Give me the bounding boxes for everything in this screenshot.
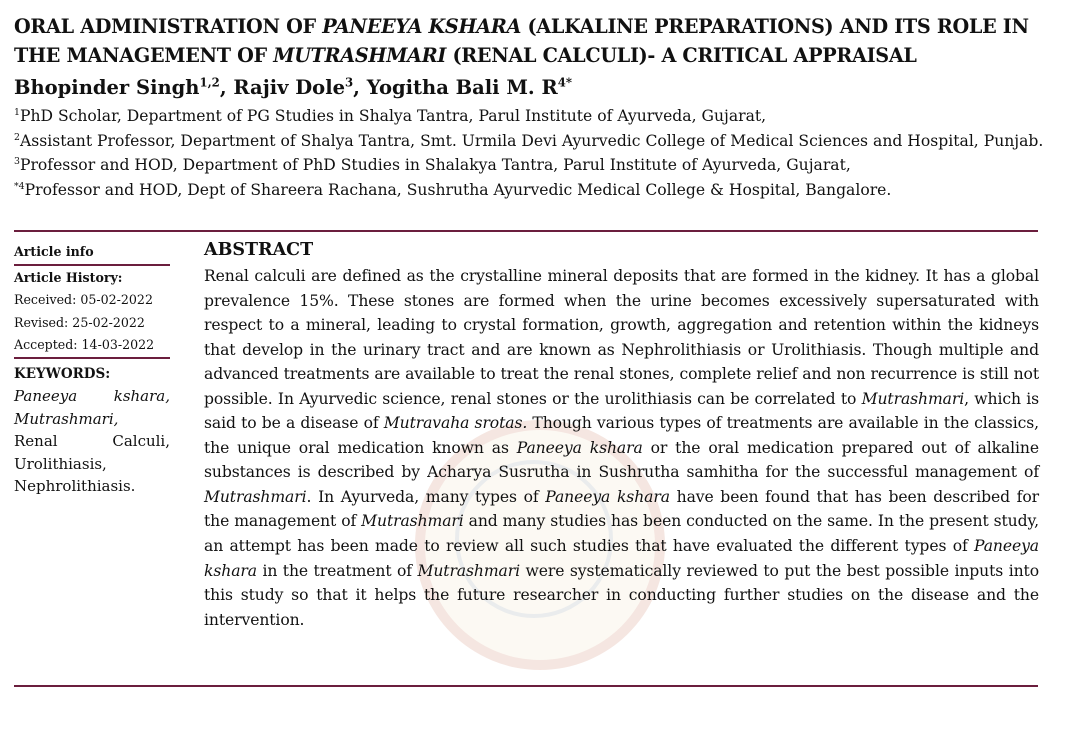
abstract-text bbox=[204, 264, 1039, 632]
author-affil-mark: 1,2 bbox=[199, 75, 220, 90]
abstract-italic: Paneeya kshara bbox=[516, 438, 643, 457]
article-history-label: Article History: bbox=[14, 269, 123, 285]
author-affil-mark: 4* bbox=[557, 75, 572, 90]
keyword: Mutrashmari, bbox=[14, 409, 119, 428]
author-name: Yogitha Bali M. R bbox=[366, 76, 558, 99]
paper-title bbox=[14, 12, 1054, 70]
accepted-date: Accepted: 14-03-2022 bbox=[14, 337, 155, 352]
affil-mark: 1 bbox=[14, 106, 20, 118]
article-info-heading: Article info bbox=[14, 244, 94, 259]
abstract-segment: , which is said to be a disease of bbox=[204, 389, 1040, 433]
revised-date: Revised: 25-02-2022 bbox=[14, 314, 145, 330]
keywords-heading: KEYWORDS: bbox=[14, 365, 111, 382]
abstract-italic: Mutrashmari bbox=[417, 561, 520, 580]
abstract-italic: Mutrashmari bbox=[204, 487, 307, 506]
article-info-rule bbox=[14, 264, 170, 266]
keyword: Renal Calculi, bbox=[14, 432, 170, 450]
abstract-segment: Renal calculi are defined as the crystalline mineral deposits that are formed in the kidney. It has a global prevalence 15%. These stones are formed when the urine becomes excessively supersaturated with respect to a mineral, leading to crystal formation, growth, aggregation and retention within the kidneys that develop in the urinary tract and are known as Nephrolithiasis or Urolithiasis. Though multiple and advanced treatments are available to treat the renal stones, complete relief and non recurrence is still not possible. In Ayurvedic science, renal stones or the urolithiasis can be correlated to bbox=[204, 267, 1039, 408]
affiliations bbox=[14, 104, 1054, 202]
abstract-heading: ABSTRACT bbox=[204, 240, 314, 260]
affil-text: Assistant Professor, Department of Shalya Tantra, Smt. Urmila Devi Ayurvedic College of Medical Sciences and Hospital, Punjab. bbox=[19, 131, 1044, 150]
abstract-segment: or the oral medication prepared out of alkaline substances is described by Acharya Susrutha in Sushrutha samhitha for the successful management of bbox=[204, 438, 1040, 482]
keyword: Paneeya kshara, bbox=[14, 387, 170, 405]
abstract-italic: Mutravaha srotas. bbox=[383, 414, 528, 433]
footer-divider bbox=[14, 685, 1038, 687]
abstract-segment: and many studies has been conducted on the same. In the present study, an attempt has been made to review all such studies that have evaluated the different types of bbox=[204, 512, 1039, 556]
abstract-italic: Mutrashmari bbox=[361, 512, 464, 531]
title-part: (ALKALINE PREPARATIONS) AND ITS ROLE IN THE MANAGEMENT OF bbox=[14, 15, 1029, 67]
affiliation-2 bbox=[14, 129, 1054, 154]
affiliation-3 bbox=[14, 153, 1054, 178]
abstract-italic: Paneeya kshara bbox=[204, 537, 1039, 580]
affil-text: PhD Scholar, Department of PG Studies in Shalya Tantra, Parul Institute of Ayurveda, Gujarat, bbox=[19, 107, 767, 125]
affiliation-1 bbox=[14, 104, 1054, 129]
keyword: Urolithiasis, bbox=[14, 454, 107, 473]
abstract-segment: were systematically reviewed to put the best possible inputs into this study so that it helps the future researcher in conducting further studies on the disease and the intervention. bbox=[204, 561, 1039, 629]
article-info-panel bbox=[14, 241, 170, 498]
abstract-segment: . In Ayurveda, many types of bbox=[306, 487, 546, 506]
author-name: Bhopinder Singh bbox=[14, 76, 200, 99]
abstract-segment: Though various types of treatments are available in the classics, the unique oral medication known as bbox=[204, 414, 1039, 457]
keyword-list bbox=[14, 385, 170, 498]
author-affil-mark: 3 bbox=[345, 75, 354, 90]
title-italic: PANEEYA KSHARA bbox=[322, 15, 522, 38]
affil-text: Professor and HOD, Dept of Shareera Rachana, Sushrutha Ayurvedic Medical College & Hospital, Bangalore. bbox=[24, 180, 892, 199]
title-part: ORAL ADMINISTRATION OF bbox=[14, 15, 323, 38]
keywords-rule bbox=[14, 357, 170, 359]
title-part: (RENAL CALCULI)- A CRITICAL APPRAISAL bbox=[446, 44, 917, 67]
keyword: Nephrolithiasis. bbox=[14, 477, 136, 495]
abstract-segment: have been found that has been described for the management of bbox=[204, 487, 1039, 531]
affil-mark: 2 bbox=[14, 131, 20, 143]
header-divider bbox=[14, 230, 1038, 232]
affil-mark: 3 bbox=[14, 155, 20, 167]
title-italic: MUTRASHMARI bbox=[273, 44, 447, 67]
affiliation-4 bbox=[14, 178, 1054, 203]
author-list bbox=[14, 74, 572, 102]
author-separator: , bbox=[219, 76, 234, 99]
abstract-italic: Mutrashmari bbox=[861, 389, 965, 408]
author-name: Rajiv Dole bbox=[233, 76, 346, 99]
affil-text: Professor and HOD, Department of PhD Studies in Shalakya Tantra, Parul Institute of Ayurveda, Gujarat, bbox=[19, 156, 851, 174]
received-date: Received: 05-02-2022 bbox=[14, 292, 153, 307]
author-separator: , bbox=[353, 76, 367, 99]
abstract-segment: in the treatment of bbox=[256, 561, 418, 580]
abstract-italic: Paneeya kshara bbox=[545, 487, 670, 506]
affil-mark: *4 bbox=[14, 180, 25, 192]
